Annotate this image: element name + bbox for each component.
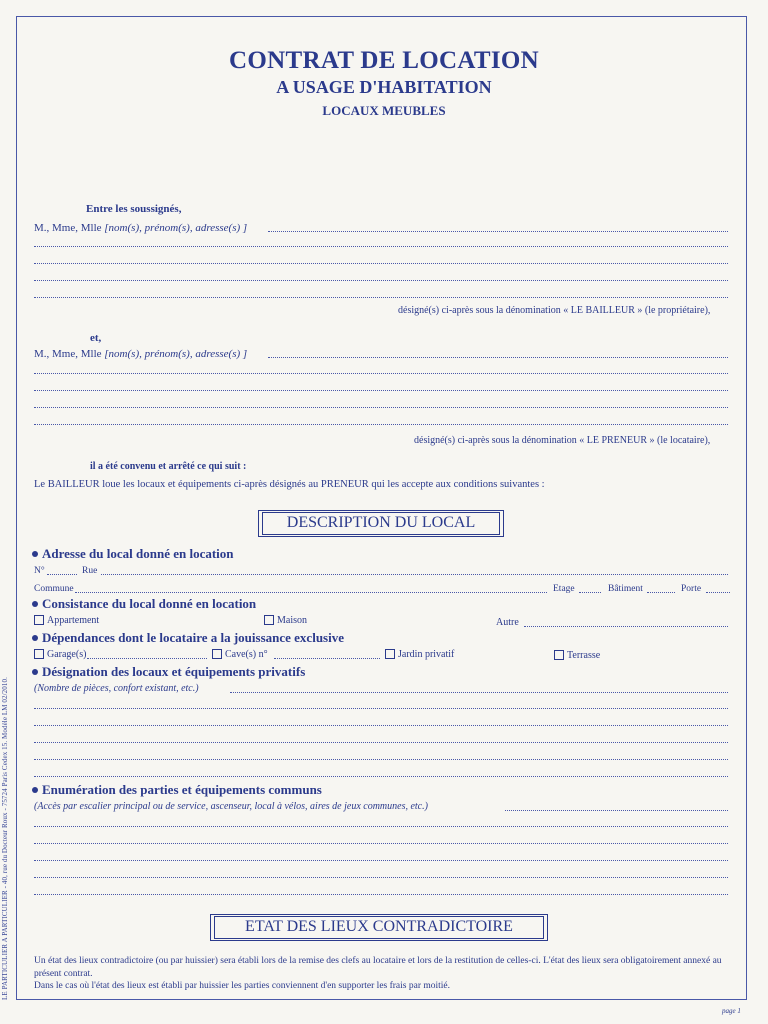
adresse-section-title: Adresse du local donné en location	[32, 546, 234, 562]
enumeration-line-5[interactable]	[34, 875, 728, 878]
preneur-name-line-1[interactable]	[268, 355, 728, 358]
garage-field[interactable]	[87, 656, 207, 659]
description-heading-box	[258, 510, 504, 537]
autre-label: Autre	[496, 617, 519, 628]
bailleur-name-line-2[interactable]	[34, 244, 728, 247]
et-label: et,	[90, 332, 102, 344]
consistance-section-title: Consistance du local donné en location	[32, 596, 256, 612]
jardin-checkbox[interactable]	[385, 649, 395, 659]
bailleur-name-line-1[interactable]	[268, 229, 728, 232]
preneur-label: M., Mme, Mlle [nom(s), prénom(s), adresse(s) ]	[34, 348, 248, 360]
garage-option[interactable]: Garage(s)	[34, 649, 86, 660]
commune-label: Commune	[34, 584, 74, 594]
loue-text: Le BAILLEUR loue les locaux et équipements ci-après désignés au PRENEUR qui les accepte aux conditions suivantes :	[34, 479, 545, 490]
bullet-icon	[32, 551, 38, 557]
enumeration-section-title: Enumération des parties et équipements communs	[32, 782, 322, 798]
rue-label: Rue	[82, 566, 98, 576]
terrasse-checkbox[interactable]	[554, 650, 564, 660]
appartement-option[interactable]: Appartement	[34, 615, 99, 626]
enumeration-line-4[interactable]	[34, 858, 728, 861]
preneur-name-line-3[interactable]	[34, 388, 728, 391]
convenu-text: il a été convenu et arrêté ce qui suit :	[90, 461, 247, 472]
batiment-field[interactable]	[647, 590, 675, 593]
autre-field[interactable]	[524, 624, 728, 627]
contract-title: CONTRAT DE LOCATION	[229, 47, 539, 74]
enumeration-hint: (Accès par escalier principal ou de service, ascenseur, local à vélos, aires de jeux communes, etc.)	[34, 801, 428, 812]
terrasse-option[interactable]: Terrasse	[554, 650, 600, 661]
bullet-icon	[32, 787, 38, 793]
enumeration-line-3[interactable]	[34, 841, 728, 844]
preneur-name-line-2[interactable]	[34, 371, 728, 374]
contract-subtitle: A USAGE D'HABITATION	[276, 77, 492, 97]
dependances-section-title: Dépendances dont le locataire a la jouissance exclusive	[32, 630, 344, 646]
bullet-icon	[32, 669, 38, 675]
bullet-icon	[32, 601, 38, 607]
bullet-icon	[32, 635, 38, 641]
publisher-side-text: LE PARTICULIER A PARTICULIER - 40, rue du Docteur Roux - 75724 Paris Cedex 15. Modèle LM 02/2010.	[1, 677, 9, 1000]
appartement-checkbox[interactable]	[34, 615, 44, 625]
designation-line-1[interactable]	[230, 690, 728, 693]
contract-subtitle-2: LOCAUX MEUBLES	[322, 103, 446, 118]
bailleur-designation: désigné(s) ci-après sous la dénomination « LE BAILLEUR » (le propriétaire),	[398, 305, 711, 316]
rue-field[interactable]	[101, 572, 728, 575]
no-label: N°	[34, 566, 45, 576]
etat-heading-box	[210, 914, 548, 941]
no-field[interactable]	[47, 572, 77, 575]
designation-line-5[interactable]	[34, 757, 728, 760]
maison-checkbox[interactable]	[264, 615, 274, 625]
designation-line-6[interactable]	[34, 774, 728, 777]
preneur-designation: désigné(s) ci-après sous la dénomination « LE PRENEUR » (le locataire),	[414, 435, 711, 446]
batiment-label: Bâtiment	[608, 584, 643, 594]
page-number: page 1	[722, 1007, 741, 1015]
designation-line-4[interactable]	[34, 740, 728, 743]
garage-checkbox[interactable]	[34, 649, 44, 659]
etat-heading: ETAT DES LIEUX CONTRADICTOIRE	[214, 916, 544, 939]
etat-paragraph-2: Dans le cas où l'état des lieux est établi par huissier les parties conviennent d'en supporter les frais par moitié.	[34, 981, 451, 991]
porte-label: Porte	[681, 584, 702, 594]
bailleur-name-line-3[interactable]	[34, 261, 728, 264]
designation-section-title: Désignation des locaux et équipements privatifs	[32, 664, 305, 680]
enumeration-line-2[interactable]	[34, 824, 728, 827]
bailleur-label: M., Mme, Mlle [nom(s), prénom(s), adresse(s) ]	[34, 222, 248, 234]
bailleur-name-line-4[interactable]	[34, 278, 728, 281]
commune-field[interactable]	[75, 590, 547, 593]
maison-option[interactable]: Maison	[264, 615, 307, 626]
etat-paragraph-1: Un état des lieux contradictoire (ou par huissier) sera établi lors de la remise des clefs au locataire et lors de la restitution de celles-ci. L'état des lieux sera obligatoirement annexé au présent contrat.	[34, 956, 722, 979]
etage-label: Etage	[553, 584, 575, 594]
cave-checkbox[interactable]	[212, 649, 222, 659]
preneur-name-line-5[interactable]	[34, 422, 728, 425]
etage-field[interactable]	[579, 590, 601, 593]
cave-field[interactable]	[274, 656, 380, 659]
designation-hint: (Nombre de pièces, confort existant, etc.)	[34, 683, 199, 694]
designation-line-2[interactable]	[34, 706, 728, 709]
jardin-option[interactable]: Jardin privatif	[385, 649, 454, 660]
enumeration-line-6[interactable]	[34, 892, 728, 895]
preneur-name-line-4[interactable]	[34, 405, 728, 408]
description-heading: DESCRIPTION DU LOCAL	[262, 512, 500, 535]
enumeration-line-1[interactable]	[505, 808, 728, 811]
parties-intro: Entre les soussignés,	[86, 203, 182, 215]
designation-line-3[interactable]	[34, 723, 728, 726]
bailleur-name-line-5[interactable]	[34, 295, 728, 298]
cave-option[interactable]: Cave(s) n°	[212, 649, 268, 660]
page-frame	[16, 16, 747, 1000]
porte-field[interactable]	[706, 590, 730, 593]
